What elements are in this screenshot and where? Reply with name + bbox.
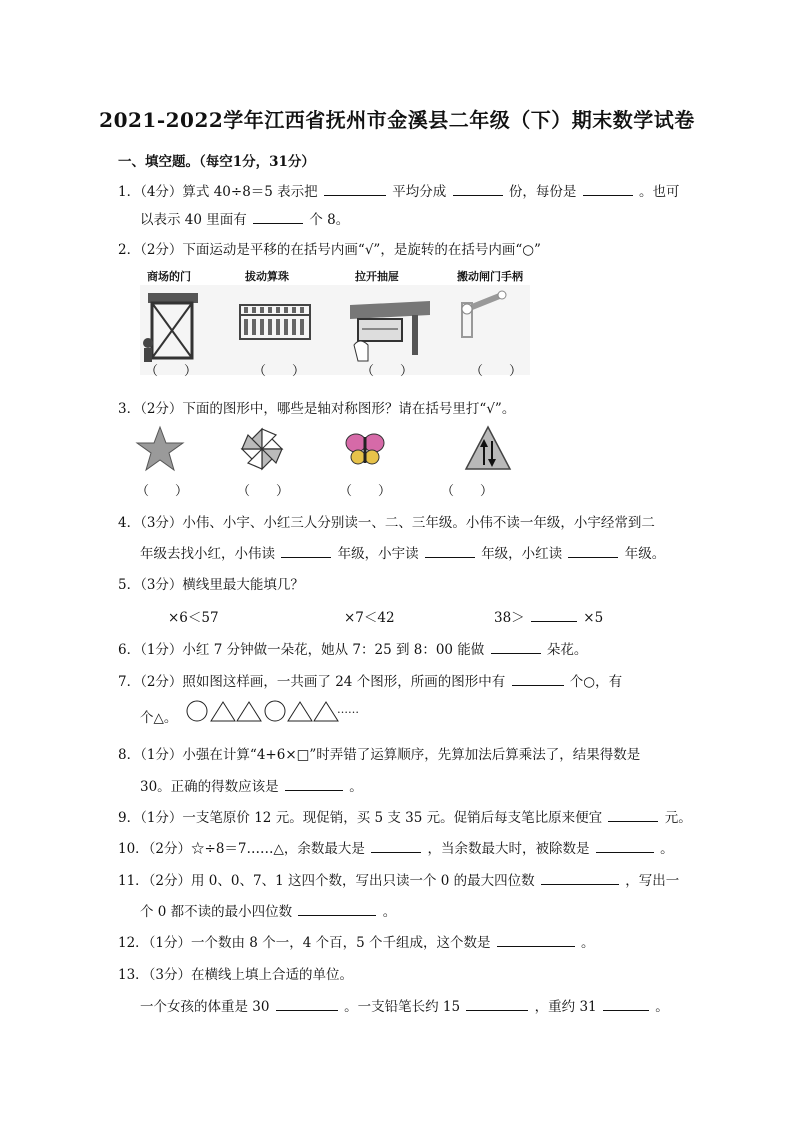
- blank[interactable]: [276, 997, 338, 1011]
- q1-text: 个 8。: [309, 212, 350, 228]
- circle-shape: [265, 701, 285, 721]
- label-drawer: 拉开抽屉: [355, 270, 399, 283]
- q10-text: ，当余数最大时，被除数是: [427, 841, 590, 857]
- blank[interactable]: [497, 933, 575, 947]
- blank[interactable]: [371, 839, 421, 853]
- answer-paren[interactable]: （ ）: [135, 484, 188, 499]
- q4-text: 年级。: [624, 546, 666, 562]
- question-13: 13．（3分）在横线上填上合适的单位。: [118, 967, 354, 983]
- q7-text: 7．（2分）照如图这样画，一共画了 24 个图形，所画的图形中有: [118, 674, 506, 690]
- q13-text: 。: [655, 999, 669, 1015]
- q12-text: 12．（1分）一个数由 8 个一，4 个百，5 个千组成，这个数是: [118, 935, 491, 951]
- blank[interactable]: [531, 608, 577, 622]
- question-8: 8．（1分）小强在计算“4+6×□”时弄错了运算顺序，先算加法后算乘法了，结果得数是: [118, 747, 641, 763]
- question-9: [118, 806, 692, 826]
- question-10: [118, 837, 674, 857]
- blank[interactable]: [608, 808, 658, 822]
- q1-text: 平均分成: [392, 184, 447, 200]
- symmetry-shapes: [135, 425, 495, 475]
- blank[interactable]: [568, 544, 618, 558]
- label-mall-door: 商场的门: [147, 270, 191, 283]
- question-2: 2．（2分）下面运动是平移的在括号内画“√”，是旋转的在括号内画“○”: [118, 242, 541, 258]
- answer-paren[interactable]: （ ）: [440, 484, 493, 499]
- answer-paren[interactable]: （ ）: [236, 484, 289, 499]
- q1-text: 。也可: [638, 184, 680, 200]
- q9-text: 元。: [664, 810, 692, 826]
- q8-text: 。: [349, 779, 363, 795]
- question-7: [118, 670, 622, 690]
- triangle-shape: [288, 702, 312, 721]
- question-3: 3．（2分）下面的图形中，哪些是轴对称图形？请在括号里打“√”。: [118, 401, 516, 417]
- question-4-cont: [140, 542, 665, 562]
- question-7-cont: [140, 706, 177, 726]
- expr-2: ×7＜42: [344, 610, 395, 626]
- answer-paren[interactable]: （ ）: [144, 364, 197, 379]
- answer-paren[interactable]: （ ）: [338, 484, 391, 499]
- label-abacus: 拔动算珠: [245, 270, 289, 283]
- blank[interactable]: [491, 640, 541, 654]
- q1-text: 以表示 40 里面有: [140, 212, 247, 228]
- question-8-cont: [140, 775, 363, 795]
- q8-text: 30。正确的得数应该是: [140, 779, 279, 795]
- shape-sequence: [185, 700, 355, 724]
- q10-text: 10．（2分）☆÷8＝7……△，余数最大是: [118, 841, 365, 857]
- q11-text: 个 0 都不读的最小四位数: [140, 904, 293, 920]
- blank[interactable]: [583, 182, 633, 196]
- expr-3-right: ×5: [583, 610, 604, 626]
- question-11-cont: [140, 900, 396, 920]
- q13-text: 一个女孩的体重是 30: [140, 999, 270, 1015]
- q11-text: ，写出一: [625, 873, 680, 889]
- blank[interactable]: [281, 544, 331, 558]
- q9-text: 9．（1分）一支笔原价 12 元。现促销，买 5 支 35 元。促销后每支笔比原来便宜: [118, 810, 603, 826]
- blank[interactable]: [298, 902, 376, 916]
- triangle-shape: [211, 702, 235, 721]
- q1-text: 份，每份是: [508, 184, 577, 200]
- page-title: 2021-2022学年江西省抚州市金溪县二年级（下）期末数学试卷: [99, 108, 695, 132]
- circle-shape: [187, 701, 207, 721]
- q6-text: 6．（1分）小红 7 分钟做一朵花，她从 7：25 到 8：00 能做: [118, 642, 485, 658]
- q7-text: 个○，有: [569, 674, 623, 690]
- blank[interactable]: [541, 871, 619, 885]
- triangle-shape: [237, 702, 261, 721]
- blank[interactable]: [453, 182, 503, 196]
- expr-1: ×6＜57: [168, 610, 219, 626]
- butterfly-icon: [346, 434, 384, 464]
- blank[interactable]: [285, 777, 343, 791]
- q7-text: 个△。: [140, 710, 178, 726]
- q4-text: 年级，小红读: [481, 546, 563, 562]
- question-12: [118, 931, 595, 951]
- triangle-shape: [314, 702, 338, 721]
- blank[interactable]: [324, 182, 386, 196]
- q11-text: 。: [382, 904, 397, 920]
- pinwheel-icon: [242, 429, 282, 469]
- blank[interactable]: [425, 544, 475, 558]
- q6-text: 朵花。: [546, 642, 588, 658]
- expr-3-left: 38＞: [494, 610, 525, 626]
- q4-text: 年级去找小红，小伟读: [140, 546, 275, 562]
- answer-paren[interactable]: （ ）: [360, 364, 413, 379]
- question-6: [118, 638, 587, 658]
- q1-text: 1．（4分）算式 40÷8＝5 表示把: [118, 184, 318, 200]
- q13-text: 。一支铅笔长约 15: [344, 999, 461, 1015]
- q13-text: ，重约 31: [534, 999, 597, 1015]
- label-gate-handle: 搬动闸门手柄: [457, 270, 523, 283]
- answer-paren[interactable]: （ ）: [252, 364, 305, 379]
- expr-3: [494, 606, 603, 626]
- question-13-cont: [140, 995, 669, 1015]
- blank[interactable]: [596, 839, 654, 853]
- arrow-triangle-icon: [466, 427, 510, 469]
- question-11: [118, 869, 679, 889]
- blank[interactable]: [603, 997, 649, 1011]
- answer-paren[interactable]: （ ）: [469, 364, 522, 379]
- question-5: 5．（3分）横线里最大能填几？: [118, 577, 304, 593]
- q10-text: 。: [660, 841, 674, 857]
- question-1: [118, 180, 679, 200]
- question-4: 4．（3分）小伟、小宇、小红三人分别读一、二、三年级。小伟不读一年级，小宇经常到二: [118, 515, 655, 531]
- q11-text: 11．（2分）用 0、0、7、1 这四个数，写出只读一个 0 的最大四位数: [118, 873, 535, 889]
- q4-text: 年级，小宇读: [337, 546, 419, 562]
- star-icon: [137, 427, 183, 470]
- question-1-cont: [140, 208, 349, 228]
- blank[interactable]: [512, 672, 564, 686]
- section-heading: 一、填空题。（每空1分，31分）: [118, 154, 315, 170]
- q12-text: 。: [581, 935, 595, 951]
- ellipsis: ……: [337, 703, 359, 716]
- blank[interactable]: [253, 210, 303, 224]
- blank[interactable]: [466, 997, 528, 1011]
